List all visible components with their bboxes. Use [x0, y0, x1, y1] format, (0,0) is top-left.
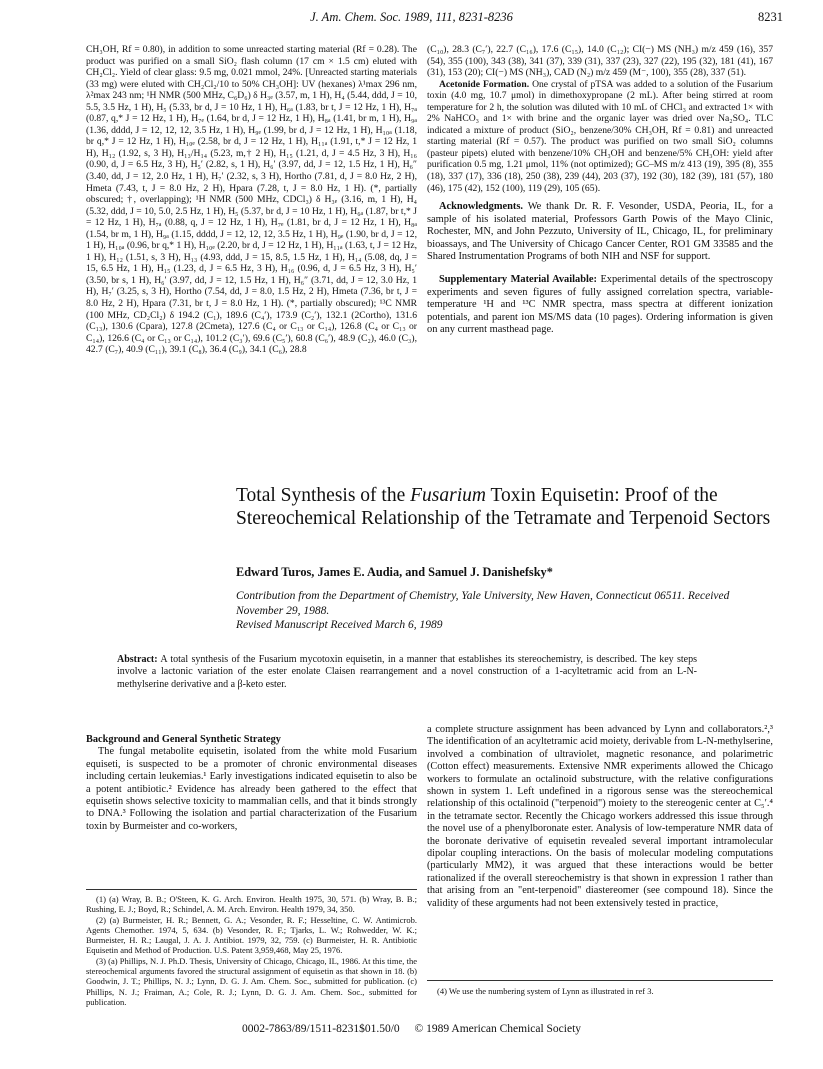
acknowledgments-heading: Acknowledgments.	[439, 201, 523, 213]
section-heading: Background and General Synthetic Strategy	[86, 734, 281, 745]
supplementary-paragraph	[427, 274, 773, 337]
page-footer	[0, 1023, 823, 1035]
affiliation-received: Contribution from the Department of Chemistry, Yale University, New Haven, Connecticut 06511. Received November 29, 1988.	[236, 590, 730, 617]
footnotes-left	[86, 894, 417, 1007]
supplementary-heading: Supplementary Material Available:	[439, 274, 597, 286]
body-right-paragraph: a complete structure assignment has been advanced by Lynn and collaborators.²,³ The identification of an acyltetramic acid moiety, derivable from L-N-methylserine, involved a combination of ultraviolet, magnetic resonance, and polarimetric (Cotton effect) measurements. Extensive NMR experiments allowed the Chicago workers to formulate an octalinoid substructure, with the relative configurations shown in system 1. Left undefined in a rigorous sense was the stereochemical relationship of this octalinoid ("terpenoid") moiety to the stereogenic center at C₅′.⁴ in the tetramate sector. Recently the Chicago workers addressed this issue through the novel use of a phenylboronate ester. Analysis of low-temperature NMR data of the boronate derivative of equisetin revealed several important intramolecular dipolar coupling interactions. On the basis of molecular modeling computations (particularly MM2), it was argued that these interactions would be better rationalized if the overall stereochemistry is that shown in expression 1 rather than that arising from an "ent-terpenoid" diastereomer (see compound 18). Since the validity of these arguments had not been extensively tested in practice,	[427, 724, 773, 909]
abstract	[117, 654, 697, 691]
abstract-label: Abstract:	[117, 654, 158, 665]
title-italic: Fusarium	[410, 485, 486, 506]
page-number: 8231	[758, 10, 783, 24]
acetonide-heading: Acetonide Formation.	[439, 78, 530, 90]
acknowledgments-text: We thank Dr. R. F. Vesonder, USDA, Peoria, IL, for a sample of his isolated material, Professors Garth Powis of the Mayo Clinic, Rochester, MN, and John Pezzuto, University of IL, Chicago, IL, for preliminary bioassays, and The University of Chicago Cancer Center, RO1 GM 33585 and the Shared Instrumentation Programs of both NIH and NSF for support.	[427, 201, 773, 263]
nmr-data-paragraph: CH₃OH, Rf = 0.80), in addition to some unreacted starting material (Rf = 0.28). The product was purified on a small SiO₂ flash column (17 cm × 1.5 cm) eluted with CH₂Cl₂. Yield of clear glass: 9.5 mg, 0.021 mmol, 24%. [Unreacted starting materials (33 mg) were eluted with CH₂Cl₂/10 to 50% CH₃OH]: UV (hexanes) λ¹max 296 nm, λ²max 243 nm; ¹H NMR (500 MHz, C₆D₆) δ H₃ₑ (3.57, m, 1 H), H₄ (5.44, ddd, J = 10, 5.5, 3.5 Hz, 1 H), H₅ (5.33, br d, J = 10 Hz, 1 H), H₆ₐ (1.83, br t, J = 12 Hz, 1 H), H₇ₐ (0.87, q,* J = 12 Hz, 1 H), H₇ₑ (1.64, br d, J = 12 Hz, 1 H), H₈ₐ (1.41, br m, 1 H), H₉ₐ (1.36, dddd, J = 12, 12, 12, 3.5 Hz, 1 H), H₉ₑ (1.99, br d, J = 12 Hz, 1 H), H₁₀ₐ (1.18, br q,* J = 12 Hz, 1 H), H₁₀ₑ (2.58, br d, J = 12 Hz, 1 H), H₁₁ₐ (1.91, t,* J = 12 Hz, 1 H), H₁₂ (1.92, s, 3 H), H₁₃/H₁₄ (5.23, m,† 2 H), H₁₅ (1.21, d, J = 4.5 Hz, 3 H), H₁₆ (0.90, d, J = 6.5 Hz, 3 H), H₅′ (2.82, s, 1 H), H₆′ (3.97, dd, J = 12, 1.5 Hz, 1 H), H₆″ (3.40, dd, J = 12, 2.0 Hz, 1 H), H₇′ (2.32, s, 3 H), Hortho (7.81, d, J = 8.0 Hz, 2 H), Hmeta (7.43, t, J = 8.0 Hz, 2 H), Hpara (7.28, t, J = 8.0 Hz, 1 H). (*, partially obscured; †, overlapping); ¹H NMR (500 MHz, CDCl₃) δ H₃ₑ (3.16, m, 1 H), H₄ (5.32, ddd, J = 10, 5.0, 2.5 Hz, 1 H), H₅ (5.37, br d, J = 10 Hz, 1 H), H₆ₐ (1.87, br t,* J = 12 Hz, 1 H), H₇ₐ (0.88, q, J = 12 Hz, 1 H), H₇ₑ (1.81, br d, J = 12 Hz, 1 H), H₈ₐ (1.54, br m, 1 H), H₉ₐ (1.15, dddd, J = 12, 12, 12, 3.5 Hz, 1 H), H₉ₑ (1.90, br d, J = 12, 1 H), H₁₀ₐ (0.96, br q,* 1 H), H₁₀ₑ (2.20, br d, J = 12 Hz, 1 H), H₁₁ₐ (1.63, t, J = 12 Hz, 1 H), H₁₂ (1.51, s, 3 H), H₁₃ (4.93, ddd, J = 15, 8.5, 1.5 Hz, 1 H), H₁₄ (5.08, dq, J = 15, 6.5 Hz, 1 H), H₁₅ (1.23, d, J = 6.5 Hz, 3 H), H₁₆ (0.96, d, J = 6.5 Hz, 3 H), H₅′ (3.50, br s, 1 H), H₆′ (3.97, dd, J = 12, 1.5 Hz, 1 H), H₆″ (3.71, dd, J = 12, 3.0 Hz, 1 H), H₇′ (3.25, s, 3 H), Hortho (7.54, dd, J = 8.0, 1.5 Hz, 2 H), Hmeta (7.36, br t, J = 8.0 Hz, 2 H), Hpara (7.31, br t, J = 8.0 Hz, 1 H). (*, partially obscured); ¹³C NMR (100 MHz, CD₂Cl₂) δ 194.2 (C₁), 189.6 (C₄′), 173.9 (C₂′), 132.1 (2Cortho), 131.6 (C₁₃), 130.6 (Cpara), 127.8 (2Cmeta), 127.6 (C₄ or C₁₃ or C₁₄), 126.8 (C₄ or C₁₃ or C₁₄), 126.6 (C₄ or C₁₃ or C₁₄), 101.2 (C₃′), 69.6 (C₅′), 60.8 (C₆′), 48.9 (C₂), 46.0 (C₃), 42.7 (C₇), 40.9 (C₁₁), 39.1 (C₈), 36.4 (C₉), 34.1 (C₆), 28.8	[86, 44, 417, 356]
running-head: J. Am. Chem. Soc. 1989, 111, 8231-8236	[310, 10, 513, 24]
article-title: Total Synthesis of the Fusarium Toxin Equisetin: Proof of the Stereochemical Relationship of the Tetramate and Terpenoid Sectors	[236, 485, 771, 529]
contribution-info	[236, 589, 776, 633]
footnote-1: (1) (a) Wray, B. B.; O'Steen, K. G. Arch. Environ. Health 1975, 30, 571. (b) Wray, B. B.; Rushing, E. J.; Boyd, R.; Schindel, A. M. Arch. Environ. Health 1979, 34, 350.	[86, 894, 417, 915]
acetonide-paragraph	[427, 79, 773, 194]
footnotes-right	[427, 986, 773, 996]
body-right-column	[427, 724, 773, 910]
article-code: 0002-7863/89/1511-8231$01.50/0	[241, 1023, 400, 1035]
experimental-left-column	[86, 44, 417, 356]
copyright: © 1989 American Chemical Society	[414, 1023, 582, 1035]
ms-data-paragraph: (C₁₀), 28.3 (C₇′), 22.7 (C₁₆), 17.6 (C₁₅), 14.0 (C₁₂); CI(−) MS (NH₃) m/z 459 (16), 357 (54), 355 (100), 343 (38), 341 (37), 339 (31), 337 (23), 327 (22), 195 (32), 181 (41), 167 (31), 153 (20); CI(−) MS (NH₃), CAD (N₂) m/z 459 (M⁻, 100), 355 (28), 337 (51).	[427, 44, 773, 79]
experimental-right-column	[427, 44, 773, 337]
footnote-4: (4) We use the numbering system of Lynn as illustrated in ref 3.	[437, 986, 654, 996]
footnote-rule-left	[86, 889, 417, 890]
acknowledgments-paragraph	[427, 201, 773, 264]
acetonide-text: One crystal of pTSA was added to a solution of the Fusarium toxin (4.0 mg, 10.7 μmol) in dimethoxypropane (2 mL). After being stirred at room temperature for 2 h, the solution was diluted with 10 mL of CHCl₃ and extracted 1× with 2% NaHCO₃ and 1× with brine and the organic layer was dried over Na₂SO₄. TLC indicated a mixture of product (SiO₂, benzene/30% CH₃OH, Rf = 0.81) and unreacted starting material (Rf = 0.57). The product was purified on two small SiO₂ columns (pasteur pipets) eluted with benzene/10% CH₃OH and benzene/5% CH₃OH: yield after purification 0.5 mg, 1.21 μmol, 11% (not optimized); GC–MS m/z 413 (19), 395 (8), 355 (18), 337 (17), 336 (18), 250 (38), 239 (44), 203 (37), 192 (30), 182 (39), 181 (57), 180 (46), 175 (42), 152 (100), 119 (29), 105 (65).	[427, 78, 773, 194]
body-left-column	[86, 734, 417, 833]
footnote-3: (3) (a) Phillips, N. J. Ph.D. Thesis, University of Chicago, Chicago, IL, 1986. At this time, the stereochemical arguments favored the structural assignment of equisetin as that shown in 18. (b) Goodwin, J. T.; Phillips, N. J.; Lynn, D. G. J. Am. Chem. Soc., submitted for publication. (c) Phillips, N. J.; Fraiman, A.; Cole, R. J.; Lynn, D. G. J. Am. Chem. Soc., submitted for publication.	[86, 955, 417, 1007]
revised-date: Revised Manuscript Received March 6, 1989	[236, 619, 443, 631]
supplementary-text: Experimental details of the spectroscopy experiments and seven figures of fully assigned correlation spectra, variable-temperature ¹H and ¹³C NMR spectra, mass spectra at different ionization potentials, and parent ion MS/MS data (10 pages). Ordering information is given on any current masthead page.	[427, 274, 773, 336]
authors: Edward Turos, James E. Audia, and Samuel J. Danishefsky*	[236, 565, 553, 579]
footnote-2: (2) (a) Burmeister, H. R.; Bennett, G. A.; Vesonder, R. F.; Hesseltine, C. W. Antimicrob. Agents Chemother. 1974, 5, 634. (b) Vesonder, R. F.; Tjarks, L. W.; Rohwedder, W. K.; Burmeister, H. R.; Laugal, J. A. J. Antibiot. 1979, 32, 759. (c) Burmeister, H. R. Antibiotic Equisetin and Method of Production. U.S. Patent 3,959,468, May 25, 1976.	[86, 914, 417, 956]
footnote-rule-right	[427, 980, 773, 981]
abstract-text: A total synthesis of the Fusarium mycotoxin equisetin, in a manner that establishes its stereochemistry, is described. The key steps involve a lactonic variation of the ester enolate Claisen rearrangement and a novel construction of a 1-acyltetramic acid from an L-N-methylserine derivative and a β-keto ester.	[117, 654, 697, 690]
body-left-paragraph: The fungal metabolite equisetin, isolated from the white mold Fusarium equiseti, is suspected to be a promoter of chronic environmental diseases including certain leukemias.¹ Early investigations indicated equisetin to also be a potent antibiotic.² Evidence has already been gathered to the effect that equisetin shows selective toxicity to mammalian cells, and that it binds strongly to DNA.³ Following the isolation and partial characterization of the Fusarium toxin by Burmeister and co-workers,	[86, 746, 417, 832]
